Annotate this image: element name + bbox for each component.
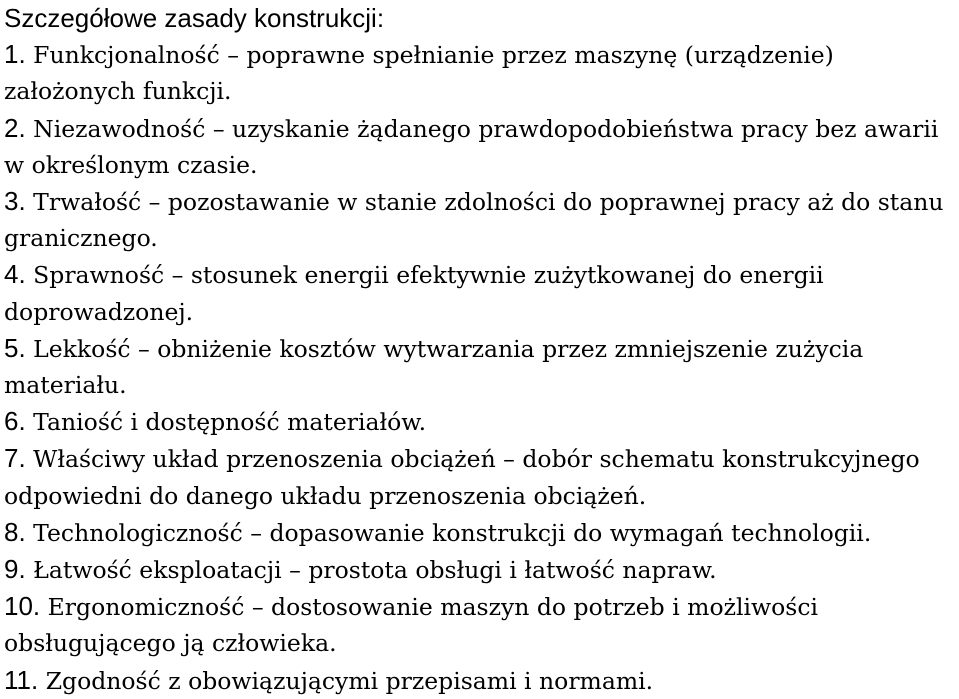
item-text: Łatwość eksploatacji – prostota obsługi i łatwość napraw. [33,556,717,585]
list-item-6 [4,403,956,440]
document-heading: Szczegółowe zasady konstrukcji: [4,3,385,33]
item-text-continued: obsługującego ją człowieka. [4,629,337,658]
list-item-2 [4,110,956,183]
item-text: Funkcjonalność – poprawne spełnianie przez maszynę (urządzenie) [33,41,834,70]
item-text: Technologiczność – dopasowanie konstrukcji do wymagań technologii. [33,518,872,547]
item-number: 1. [4,39,26,70]
document-page [4,0,956,699]
item-number: 11. [4,664,39,695]
list-item-7 [4,440,956,513]
item-text: Niezawodność – uzyskanie żądanego prawdopodobieństwa pracy bez awarii [33,114,939,143]
item-text-continued: w określonym czasie. [4,150,258,179]
item-number: 7. [4,443,26,474]
item-number: 5. [4,332,26,363]
list-item-1 [4,36,956,109]
item-text-continued: doprowadzonej. [4,297,194,326]
item-text-continued: granicznego. [4,224,158,253]
item-text-continued: założonych funkcji. [4,77,232,106]
item-number: 4. [4,259,26,290]
item-number: 10. [4,591,41,622]
item-text-continued: materiału. [4,371,127,400]
item-text: Właściwy układ przenoszenia obciążeń – dobór schematu konstrukcyjnego [33,445,920,474]
list-item-4 [4,256,956,329]
item-text: Taniość i dostępność materiałów. [33,408,427,437]
item-number: 3. [4,186,26,217]
list-item-10 [4,588,956,661]
list-item-5 [4,330,956,403]
item-number: 9. [4,554,26,585]
list-item-11 [4,662,956,699]
item-number: 2. [4,112,26,143]
item-text: Zgodność z obowiązującymi przepisami i normami. [45,666,654,695]
list-item-3 [4,183,956,256]
item-text: Lekkość – obniżenie kosztów wytwarzania przez zmniejszenie zużycia [33,334,864,363]
item-text: Ergonomiczność – dostosowanie maszyn do potrzeb i możliwości [47,593,819,622]
item-number: 6. [4,406,26,437]
list-item-8 [4,514,956,551]
item-number: 8. [4,516,26,547]
item-text: Trwałość – pozostawanie w stanie zdolności do poprawnej pracy aż do stanu [33,188,944,217]
item-text: Sprawność – stosunek energii efektywnie zużytkowanej do energii [33,261,824,290]
item-text-continued: odpowiedni do danego układu przenoszenia obciążeń. [4,481,647,510]
list-item-9 [4,551,956,588]
